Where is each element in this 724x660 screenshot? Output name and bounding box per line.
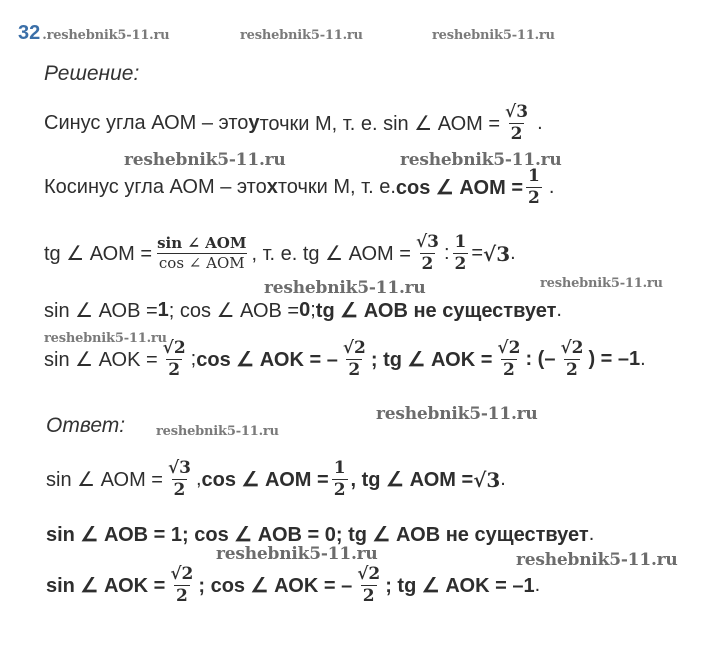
text: .: [548, 176, 555, 198]
answer-line-1: [46, 460, 506, 499]
fraction: $\frac{1}{2}$: [454, 232, 467, 274]
fraction: $\frac{1}{2}$: [333, 458, 346, 500]
text: ) = –1: [588, 348, 641, 370]
text: Косинус угла АОМ – это: [44, 176, 267, 198]
text: Синус угла АОМ – это: [44, 112, 249, 134]
text: tg ∠ АОМ =: [44, 243, 153, 265]
fraction: $\frac{√2}{2}$: [497, 338, 521, 380]
text: =: [471, 242, 484, 264]
watermark: reshebnik5-11.ru: [44, 331, 167, 346]
text: .: [510, 242, 516, 264]
text: х: [266, 176, 278, 198]
fraction: $\frac{√2}{2}$: [560, 338, 584, 380]
watermark: reshebnik5-11.ru: [216, 544, 378, 564]
text: sin ∠ АОВ =: [44, 300, 158, 322]
text: cos ∠ АОМ =: [395, 177, 524, 199]
answer-heading: Ответ:: [46, 414, 126, 437]
sqrt-result: √3: [483, 241, 511, 266]
text: .: [556, 299, 562, 321]
watermark: reshebnik5-11.ru: [240, 28, 363, 43]
text: точки М, т. е. sin ∠ АОМ =: [259, 113, 501, 135]
fraction: $\frac{√2}{2}$: [357, 564, 381, 606]
fraction: $\frac{√2}{2}$: [170, 564, 194, 606]
sqrt-result: √3: [473, 467, 501, 492]
text: ; tg ∠ АОK =: [370, 349, 493, 371]
watermark: reshebnik5-11.ru: [124, 150, 286, 170]
text: 1: [157, 299, 169, 321]
solution-line-1: [44, 104, 543, 143]
text: sin ∠ АОВ = 1; cos ∠ АОВ = 0; tg ∠ АОВ не существует: [46, 524, 589, 546]
text: , tg ∠ АОМ =: [350, 469, 474, 491]
fraction: $\frac{√2}{2}$: [162, 338, 186, 380]
text: sin ∠ АОK =: [44, 349, 158, 371]
text: .: [588, 523, 595, 545]
text: ;: [310, 299, 316, 321]
watermark: reshebnik5-11.ru: [264, 278, 426, 298]
text: .: [537, 112, 543, 134]
text: .: [534, 574, 541, 596]
text: ; cos ∠ АОK = –: [198, 575, 353, 597]
text: cos ∠ АОМ =: [201, 469, 329, 491]
watermark: reshebnik5-11.ru: [540, 276, 663, 291]
watermark: reshebnik5-11.ru: [432, 28, 555, 43]
solution-line-4: [44, 298, 562, 323]
watermark: .reshebnik5-11.ru: [42, 28, 170, 43]
text: 0: [299, 299, 311, 321]
answer-line-3: [46, 566, 540, 605]
text: точки М, т. е.: [277, 176, 396, 198]
problem-number-text: 32: [18, 22, 41, 44]
text: sin ∠ АОМ =: [46, 469, 163, 491]
text: ;: [190, 348, 197, 370]
fraction: $\frac{√3}{2}$: [415, 232, 439, 274]
solution-line-2: [44, 168, 554, 207]
fraction: $\frac{\text{sin ∠ AOM}}{\text{cos ∠ AOM}}$: [157, 234, 247, 272]
watermark: reshebnik5-11.ru: [156, 424, 279, 439]
text: sin ∠ АОK =: [46, 575, 166, 597]
problem-number: [18, 22, 169, 45]
watermark: reshebnik5-11.ru: [400, 150, 562, 170]
text: : (–: [525, 348, 556, 370]
fraction: $\frac{√3}{2}$: [167, 458, 191, 500]
text: :: [443, 242, 450, 264]
solution-line-3: [44, 234, 516, 273]
solution-line-5: [44, 340, 646, 379]
text: ; tg ∠ АОK = –1: [385, 575, 535, 597]
text: ; cos ∠ АОВ =: [168, 300, 300, 322]
fraction: $\frac{1}{2}$: [528, 166, 540, 208]
text: , т. е. tg ∠ АОМ =: [251, 243, 411, 265]
text: ,: [195, 468, 202, 490]
text: tg ∠ АОВ не существует: [315, 300, 557, 322]
text: cos ∠ АОK = –: [196, 349, 338, 371]
text: .: [640, 348, 646, 370]
solution-heading: Решение:: [44, 62, 140, 85]
text: у: [248, 112, 260, 134]
watermark: reshebnik5-11.ru: [516, 550, 678, 570]
fraction: $\frac{√2}{2}$: [342, 338, 366, 380]
watermark: reshebnik5-11.ru: [376, 404, 538, 424]
fraction: $\frac{√3}{2}$: [505, 102, 529, 144]
text: .: [500, 468, 506, 490]
